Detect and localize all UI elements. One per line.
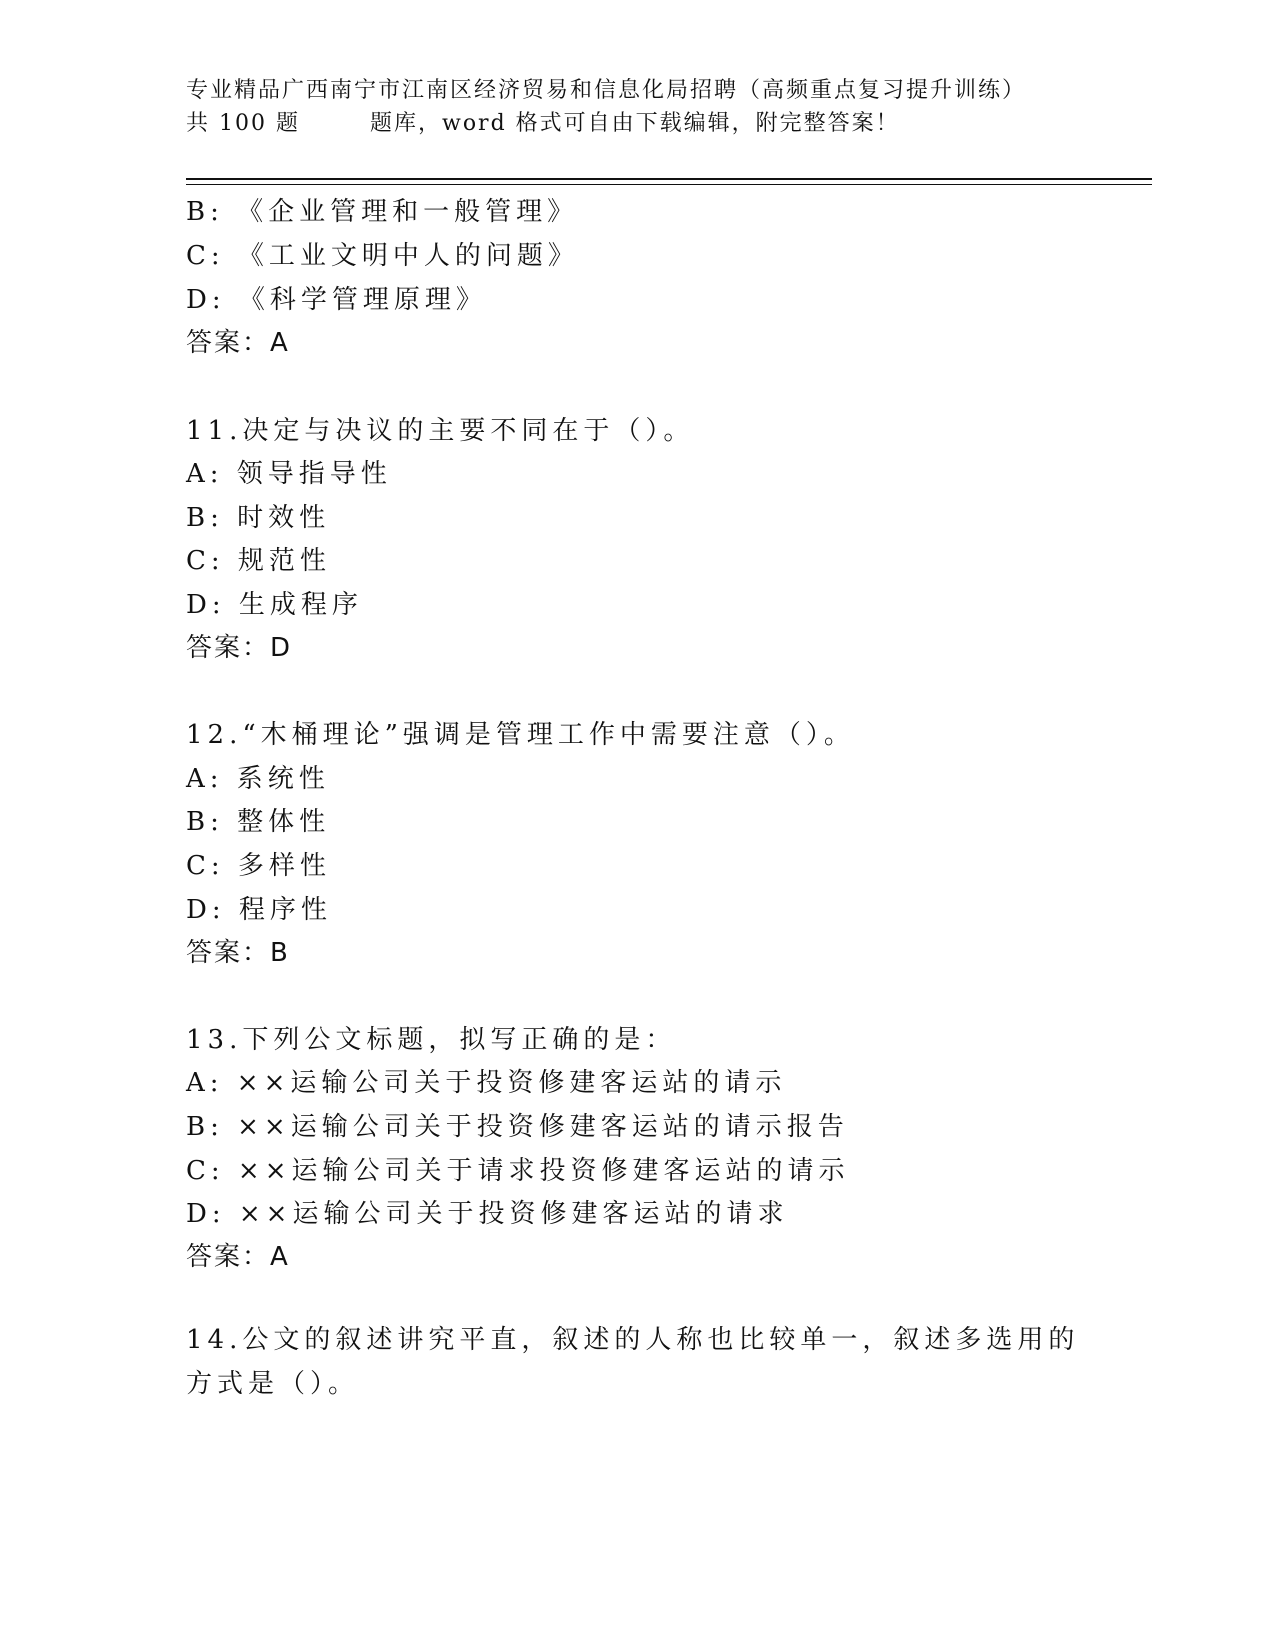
header-subtitle bbox=[186, 107, 1166, 140]
q11-option-d: D: 生成程序 bbox=[186, 590, 363, 620]
q11-option-a: A: 领导指导性 bbox=[186, 459, 392, 489]
q13-answer: 答案：A bbox=[186, 1242, 290, 1272]
header-count: 共 100 题 bbox=[186, 111, 300, 136]
q11-stem: 11.决定与决议的主要不同在于（）。 bbox=[186, 416, 695, 446]
prev-answer: 答案：A bbox=[186, 328, 290, 358]
q13-option-c: C: ××运输公司关于请求投资修建客运站的请示 bbox=[186, 1156, 850, 1186]
document-header bbox=[186, 74, 1166, 140]
q11-answer: 答案：D bbox=[186, 633, 293, 663]
prev-option-d: D: 《科学管理原理》 bbox=[186, 285, 487, 315]
q12-option-a: A: 系统性 bbox=[186, 764, 330, 794]
q13-option-d: D: ××运输公司关于投资修建客运站的请求 bbox=[186, 1199, 789, 1229]
q12-option-c: C: 多样性 bbox=[186, 851, 331, 881]
q12-stem: 12.“木桶理论”强调是管理工作中需要注意（）。 bbox=[186, 720, 855, 750]
header-title: 专业精品广西南宁市江南区经济贸易和信息化局招聘（高频重点复习提升训练） bbox=[186, 78, 1027, 103]
prev-option-c: C: 《工业文明中人的问题》 bbox=[186, 241, 579, 271]
header-divider-thin bbox=[186, 184, 1152, 185]
q11-option-b: B: 时效性 bbox=[186, 503, 331, 533]
q12-answer: 答案：B bbox=[186, 938, 290, 968]
q12-option-b: B: 整体性 bbox=[186, 807, 331, 837]
prev-option-b: B: 《企业管理和一般管理》 bbox=[186, 197, 579, 227]
q14-stem: 14.公文的叙述讲究平直，叙述的人称也比较单一，叙述多选用的方式是（）。 bbox=[186, 1325, 1080, 1399]
q13-stem: 13.下列公文标题，拟写正确的是： bbox=[186, 1025, 677, 1055]
q13-option-a: A: ××运输公司关于投资修建客运站的请示 bbox=[186, 1068, 787, 1098]
q11-option-c: C: 规范性 bbox=[186, 546, 331, 576]
q12-option-d: D: 程序性 bbox=[186, 895, 332, 925]
q13-option-b: B: ××运输公司关于投资修建客运站的请示报告 bbox=[186, 1112, 849, 1142]
header-note: 题库，word 格式可自由下载编辑，附完整答案！ bbox=[369, 111, 900, 136]
header-divider-thick bbox=[186, 178, 1152, 180]
